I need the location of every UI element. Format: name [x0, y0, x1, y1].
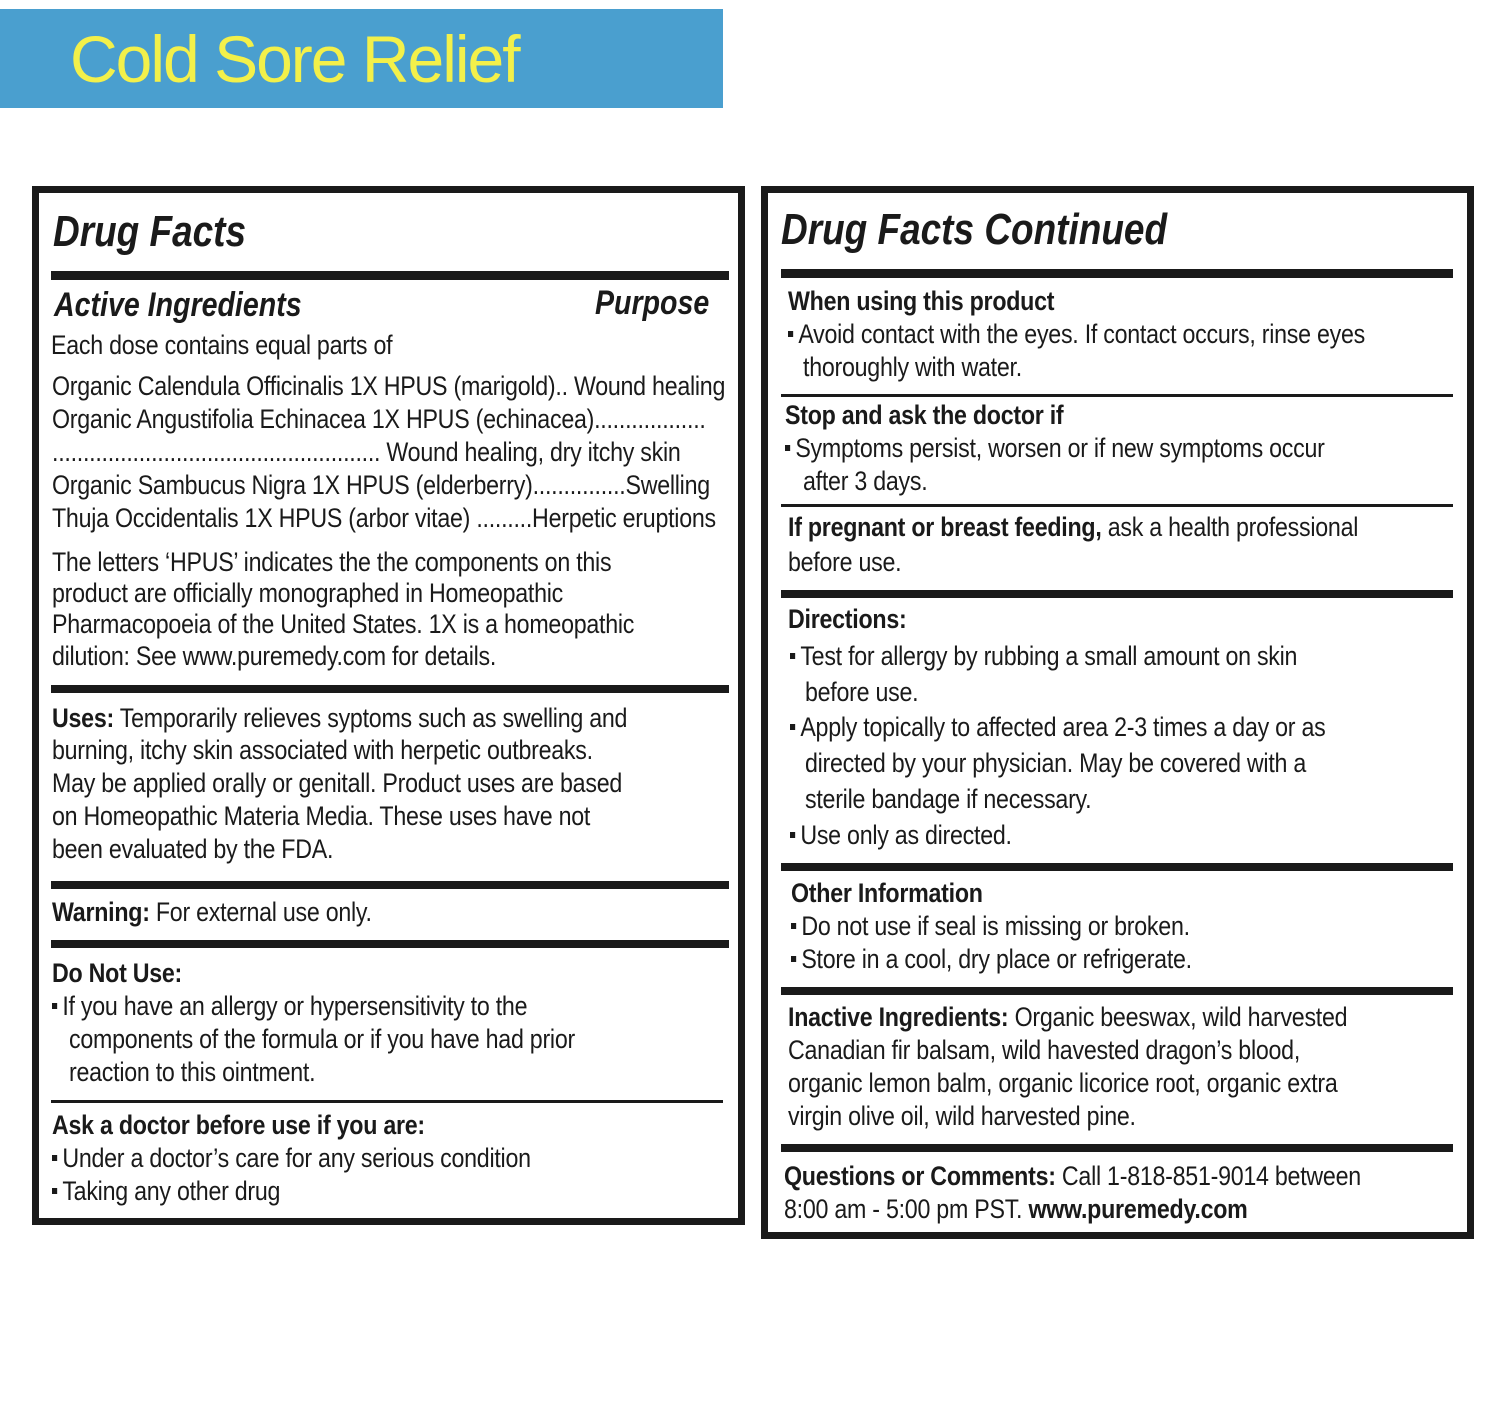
when-using-item: Avoid contact with the eyes. If contact occurs, rinse eyes: [788, 318, 1365, 350]
warning-line: Warning: For external use only.: [52, 897, 372, 927]
each-dose-text: Each dose contains equal parts of: [51, 330, 393, 360]
active-ingredients-heading: Active Ingredients: [54, 286, 302, 324]
uses-line: been evaluated by the FDA.: [52, 834, 334, 864]
ingredient-line: Organic Calendula Officinalis 1X HPUS (marigold).. Wound healing: [52, 371, 726, 401]
pregnant-label: If pregnant or breast feeding,: [788, 512, 1102, 542]
bullet-icon: [52, 1155, 57, 1161]
bullet-icon: [52, 1003, 57, 1009]
bullet-icon: [790, 653, 795, 659]
inactive-line: Canadian fir balsam, wild havested dragon’s blood,: [788, 1035, 1301, 1065]
drug-facts-continued-panel: [761, 186, 1474, 1239]
thin-divider: [781, 504, 1453, 507]
uses-label: Uses:: [52, 703, 114, 733]
thick-divider: [781, 1144, 1453, 1152]
uses-line: burning, itchy skin associated with herpetic outbreaks.: [52, 735, 593, 765]
ingredient-line: ..................................................... Wound healing, dry itchy skin: [52, 437, 681, 467]
thick-divider: [51, 271, 729, 280]
directions-item: Use only as directed.: [790, 819, 1012, 851]
uses-line: on Homeopathic Materia Media. These uses have not: [52, 801, 591, 831]
other-info-item: Store in a cool, dry place or refrigerate.: [791, 943, 1192, 975]
drug-facts-panel: [32, 186, 745, 1225]
questions-label: Questions or Comments:: [784, 1161, 1056, 1191]
ingredient-line: Organic Sambucus Nigra 1X HPUS (elderberry)...............Swelling: [52, 470, 710, 500]
do-not-use-line: reaction to this ointment.: [69, 1057, 316, 1087]
stop-item: Symptoms persist, worsen or if new symptoms occur: [785, 432, 1325, 464]
questions-line: Questions or Comments: Call 1-818-851-9014 between: [784, 1161, 1361, 1191]
bullet-icon: [790, 832, 795, 838]
directions-item: Apply topically to affected area 2-3 times a day or as: [790, 711, 1325, 743]
do-not-use-line: components of the formula or if you have had prior: [69, 1024, 575, 1054]
directions-item: Test for allergy by rubbing a small amount on skin: [790, 640, 1297, 672]
ask-doctor-heading: Ask a doctor before use if you are:: [52, 1110, 425, 1140]
directions-line: sterile bandage if necessary.: [805, 784, 1092, 814]
bullet-icon: [790, 724, 795, 730]
thick-divider: [781, 590, 1453, 598]
thin-divider: [781, 394, 1453, 397]
inactive-label: Inactive Ingredients:: [788, 1002, 1009, 1032]
questions-line: 8:00 am - 5:00 pm PST. www.puremedy.com: [784, 1194, 1248, 1224]
stop-heading: Stop and ask the doctor if: [785, 400, 1064, 430]
panel-title: Drug Facts: [53, 207, 247, 256]
ask-doctor-item: Under a doctor’s care for any serious condition: [52, 1142, 531, 1174]
directions-heading: Directions:: [788, 604, 907, 634]
thick-divider: [51, 685, 729, 693]
inactive-line: organic lemon balm, organic licorice root, organic extra: [788, 1068, 1338, 1098]
other-info-item: Do not use if seal is missing or broken.: [791, 910, 1190, 942]
thin-divider: [51, 1100, 723, 1103]
when-using-heading: When using this product: [788, 286, 1055, 316]
purpose-heading: Purpose: [595, 284, 710, 322]
ingredient-line: Organic Angustifolia Echinacea 1X HPUS (echinacea)..................: [52, 404, 706, 434]
directions-line: directed by your physician. May be covered with a: [805, 748, 1307, 778]
bullet-icon: [788, 331, 793, 337]
inactive-line: Inactive Ingredients: Organic beeswax, wild harvested: [788, 1002, 1348, 1032]
ask-doctor-item: Taking any other drug: [52, 1175, 280, 1207]
when-using-line: thoroughly with water.: [803, 352, 1022, 382]
do-not-use-item: If you have an allergy or hypersensitivity to the: [52, 990, 527, 1022]
bullet-icon: [52, 1188, 57, 1194]
uses-line: May be applied orally or genitall. Product uses are based: [52, 768, 623, 798]
panel-title: Drug Facts Continued: [781, 205, 1168, 254]
thick-divider: [51, 881, 729, 889]
other-info-heading: Other Information: [791, 878, 983, 908]
bullet-icon: [785, 445, 790, 451]
pregnant-line: before use.: [788, 547, 902, 577]
thick-divider: [781, 987, 1453, 995]
directions-line: before use.: [805, 677, 919, 707]
inactive-line: virgin olive oil, wild harvested pine.: [788, 1101, 1136, 1131]
product-title: Cold Sore Relief: [70, 22, 519, 96]
thick-divider: [781, 863, 1453, 871]
ingredient-line: Thuja Occidentalis 1X HPUS (arbor vitae) .........Herpetic eruptions: [52, 503, 716, 533]
hpus-note-line: The letters ‘HPUS’ indicates the the components on this: [52, 547, 612, 577]
bullet-icon: [791, 923, 796, 929]
thick-divider: [51, 940, 729, 948]
bullet-icon: [791, 956, 796, 962]
thick-divider: [781, 269, 1453, 278]
pregnant-line: If pregnant or breast feeding, ask a health professional: [788, 512, 1359, 542]
website-link[interactable]: www.puremedy.com: [1028, 1194, 1248, 1224]
warning-label: Warning:: [52, 897, 150, 927]
hpus-note-line: Pharmacopoeia of the United States. 1X is a homeopathic: [52, 609, 635, 639]
do-not-use-heading: Do Not Use:: [52, 958, 183, 988]
hpus-note-line: product are officially monographed in Homeopathic: [52, 578, 563, 608]
uses-line: Uses: Temporarily relieves syptoms such as swelling and: [52, 703, 628, 733]
title-banner: [0, 9, 723, 108]
stop-line: after 3 days.: [803, 466, 928, 496]
hpus-note-line: dilution: See www.puremedy.com for details.: [52, 641, 497, 671]
